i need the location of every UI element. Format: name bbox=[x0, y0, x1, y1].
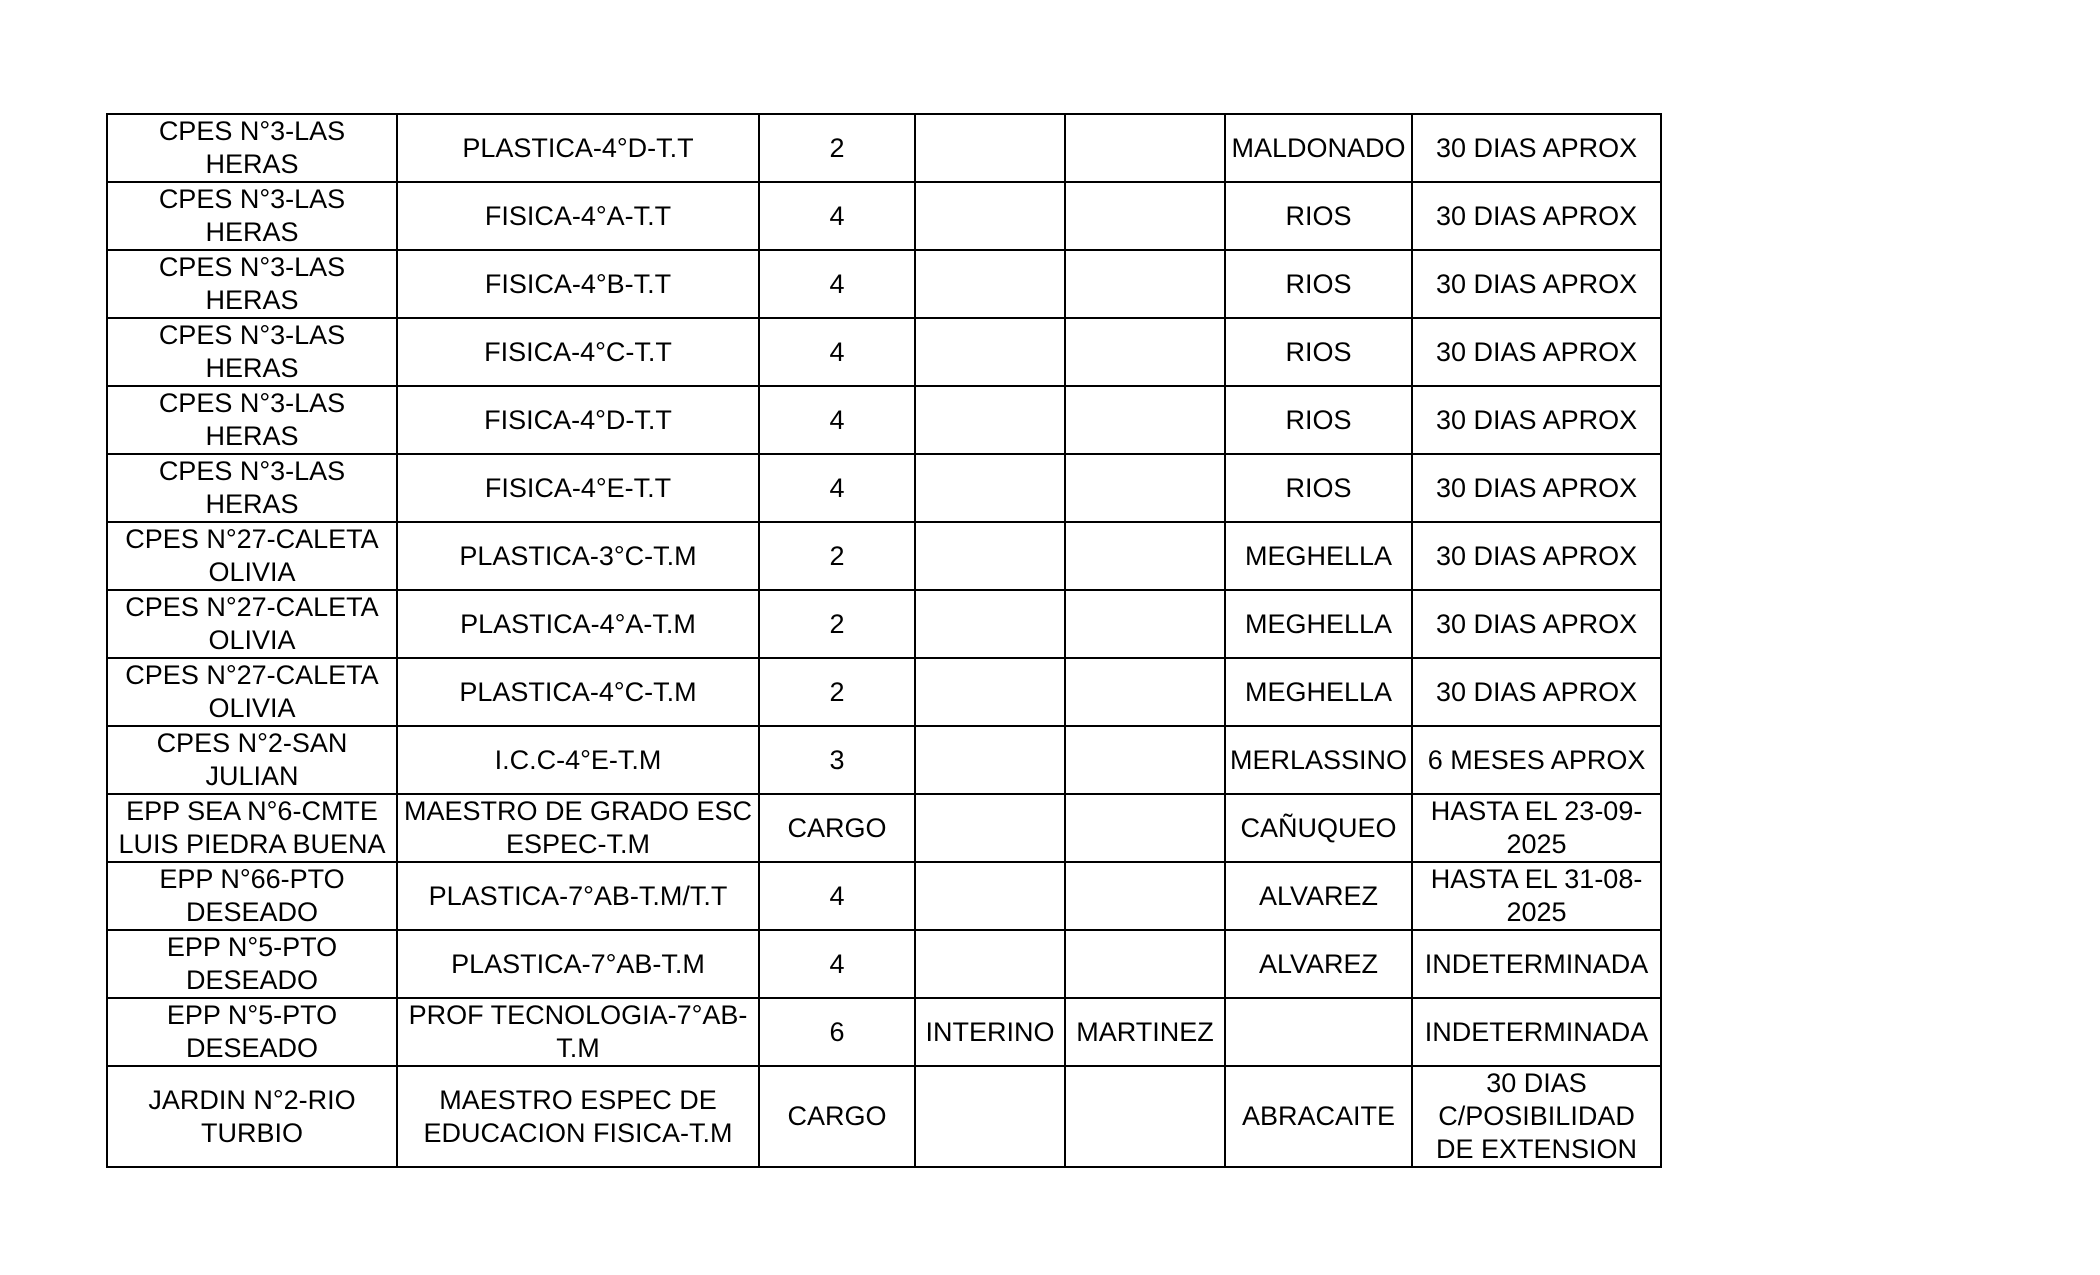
subject-cell: PLASTICA-4°D-T.T bbox=[397, 114, 759, 182]
subject-cell: I.C.C-4°E-T.M bbox=[397, 726, 759, 794]
holder-cell: MARTINEZ bbox=[1065, 998, 1225, 1066]
duration-cell: INDETERMINADA bbox=[1412, 930, 1661, 998]
status-cell bbox=[915, 386, 1065, 454]
hours-cell: CARGO bbox=[759, 1066, 915, 1167]
table-row bbox=[107, 658, 1661, 726]
vacancies-table-body bbox=[107, 114, 1661, 1167]
table-row bbox=[107, 522, 1661, 590]
table-row bbox=[107, 1066, 1661, 1167]
status-cell bbox=[915, 862, 1065, 930]
table-row bbox=[107, 114, 1661, 182]
duration-cell: 30 DIAS APROX bbox=[1412, 454, 1661, 522]
replaced-teacher-cell: ALVAREZ bbox=[1225, 862, 1412, 930]
subject-cell: PROF TECNOLOGIA-7°AB-T.M bbox=[397, 998, 759, 1066]
replaced-teacher-cell: MERLASSINO bbox=[1225, 726, 1412, 794]
status-cell bbox=[915, 658, 1065, 726]
status-cell bbox=[915, 250, 1065, 318]
holder-cell bbox=[1065, 250, 1225, 318]
school-cell: EPP N°5-PTO DESEADO bbox=[107, 998, 397, 1066]
holder-cell bbox=[1065, 114, 1225, 182]
holder-cell bbox=[1065, 454, 1225, 522]
school-cell: EPP SEA N°6-CMTE LUIS PIEDRA BUENA bbox=[107, 794, 397, 862]
school-cell: CPES N°3-LAS HERAS bbox=[107, 318, 397, 386]
school-cell: CPES N°3-LAS HERAS bbox=[107, 250, 397, 318]
hours-cell: 6 bbox=[759, 998, 915, 1066]
hours-cell: 3 bbox=[759, 726, 915, 794]
replaced-teacher-cell bbox=[1225, 998, 1412, 1066]
replaced-teacher-cell: MEGHELLA bbox=[1225, 590, 1412, 658]
school-cell: CPES N°3-LAS HERAS bbox=[107, 114, 397, 182]
status-cell bbox=[915, 318, 1065, 386]
hours-cell: 4 bbox=[759, 250, 915, 318]
holder-cell bbox=[1065, 386, 1225, 454]
replaced-teacher-cell: RIOS bbox=[1225, 250, 1412, 318]
holder-cell bbox=[1065, 1066, 1225, 1167]
status-cell bbox=[915, 114, 1065, 182]
hours-cell: CARGO bbox=[759, 794, 915, 862]
table-row bbox=[107, 862, 1661, 930]
status-cell bbox=[915, 726, 1065, 794]
hours-cell: 4 bbox=[759, 862, 915, 930]
duration-cell: 30 DIAS APROX bbox=[1412, 658, 1661, 726]
subject-cell: PLASTICA-7°AB-T.M/T.T bbox=[397, 862, 759, 930]
table-row bbox=[107, 182, 1661, 250]
hours-cell: 4 bbox=[759, 318, 915, 386]
table-row bbox=[107, 726, 1661, 794]
school-cell: CPES N°3-LAS HERAS bbox=[107, 454, 397, 522]
subject-cell: FISICA-4°E-T.T bbox=[397, 454, 759, 522]
status-cell bbox=[915, 454, 1065, 522]
status-cell bbox=[915, 930, 1065, 998]
table-row bbox=[107, 250, 1661, 318]
status-cell bbox=[915, 794, 1065, 862]
holder-cell bbox=[1065, 930, 1225, 998]
table-row bbox=[107, 386, 1661, 454]
school-cell: EPP N°66-PTO DESEADO bbox=[107, 862, 397, 930]
subject-cell: PLASTICA-4°C-T.M bbox=[397, 658, 759, 726]
status-cell: INTERINO bbox=[915, 998, 1065, 1066]
school-cell: CPES N°27-CALETA OLIVIA bbox=[107, 658, 397, 726]
duration-cell: 30 DIAS APROX bbox=[1412, 590, 1661, 658]
duration-cell: 30 DIAS APROX bbox=[1412, 182, 1661, 250]
replaced-teacher-cell: RIOS bbox=[1225, 454, 1412, 522]
table-row bbox=[107, 454, 1661, 522]
duration-cell: 30 DIAS APROX bbox=[1412, 522, 1661, 590]
table-row bbox=[107, 318, 1661, 386]
table-row bbox=[107, 794, 1661, 862]
status-cell bbox=[915, 1066, 1065, 1167]
holder-cell bbox=[1065, 658, 1225, 726]
school-cell: CPES N°27-CALETA OLIVIA bbox=[107, 522, 397, 590]
duration-cell: 30 DIAS APROX bbox=[1412, 114, 1661, 182]
duration-cell: HASTA EL 31-08-2025 bbox=[1412, 862, 1661, 930]
table-row bbox=[107, 998, 1661, 1066]
duration-cell: 30 DIAS APROX bbox=[1412, 318, 1661, 386]
status-cell bbox=[915, 590, 1065, 658]
hours-cell: 2 bbox=[759, 522, 915, 590]
subject-cell: FISICA-4°D-T.T bbox=[397, 386, 759, 454]
subject-cell: PLASTICA-3°C-T.M bbox=[397, 522, 759, 590]
school-cell: CPES N°3-LAS HERAS bbox=[107, 386, 397, 454]
duration-cell: 30 DIAS APROX bbox=[1412, 386, 1661, 454]
status-cell bbox=[915, 182, 1065, 250]
subject-cell: PLASTICA-4°A-T.M bbox=[397, 590, 759, 658]
duration-cell: 30 DIAS APROX bbox=[1412, 250, 1661, 318]
hours-cell: 2 bbox=[759, 114, 915, 182]
school-cell: CPES N°2-SAN JULIAN bbox=[107, 726, 397, 794]
duration-cell: INDETERMINADA bbox=[1412, 998, 1661, 1066]
replaced-teacher-cell: RIOS bbox=[1225, 182, 1412, 250]
subject-cell: FISICA-4°A-T.T bbox=[397, 182, 759, 250]
replaced-teacher-cell: ALVAREZ bbox=[1225, 930, 1412, 998]
school-cell: CPES N°27-CALETA OLIVIA bbox=[107, 590, 397, 658]
duration-cell: HASTA EL 23-09-2025 bbox=[1412, 794, 1661, 862]
school-cell: JARDIN N°2-RIO TURBIO bbox=[107, 1066, 397, 1167]
vacancies-table bbox=[106, 113, 1662, 1168]
subject-cell: FISICA-4°B-T.T bbox=[397, 250, 759, 318]
duration-cell: 30 DIAS C/POSIBILIDAD DE EXTENSION bbox=[1412, 1066, 1661, 1167]
replaced-teacher-cell: RIOS bbox=[1225, 386, 1412, 454]
hours-cell: 2 bbox=[759, 658, 915, 726]
replaced-teacher-cell: MEGHELLA bbox=[1225, 658, 1412, 726]
replaced-teacher-cell: ABRACAITE bbox=[1225, 1066, 1412, 1167]
duration-cell: 6 MESES APROX bbox=[1412, 726, 1661, 794]
replaced-teacher-cell: MEGHELLA bbox=[1225, 522, 1412, 590]
hours-cell: 4 bbox=[759, 182, 915, 250]
subject-cell: PLASTICA-7°AB-T.M bbox=[397, 930, 759, 998]
hours-cell: 2 bbox=[759, 590, 915, 658]
hours-cell: 4 bbox=[759, 930, 915, 998]
holder-cell bbox=[1065, 726, 1225, 794]
school-cell: CPES N°3-LAS HERAS bbox=[107, 182, 397, 250]
holder-cell bbox=[1065, 590, 1225, 658]
holder-cell bbox=[1065, 862, 1225, 930]
replaced-teacher-cell: CAÑUQUEO bbox=[1225, 794, 1412, 862]
replaced-teacher-cell: RIOS bbox=[1225, 318, 1412, 386]
holder-cell bbox=[1065, 794, 1225, 862]
subject-cell: MAESTRO ESPEC DE EDUCACION FISICA-T.M bbox=[397, 1066, 759, 1167]
status-cell bbox=[915, 522, 1065, 590]
hours-cell: 4 bbox=[759, 386, 915, 454]
school-cell: EPP N°5-PTO DESEADO bbox=[107, 930, 397, 998]
subject-cell: MAESTRO DE GRADO ESC ESPEC-T.M bbox=[397, 794, 759, 862]
subject-cell: FISICA-4°C-T.T bbox=[397, 318, 759, 386]
replaced-teacher-cell: MALDONADO bbox=[1225, 114, 1412, 182]
holder-cell bbox=[1065, 522, 1225, 590]
table-row bbox=[107, 590, 1661, 658]
table-row bbox=[107, 930, 1661, 998]
holder-cell bbox=[1065, 182, 1225, 250]
hours-cell: 4 bbox=[759, 454, 915, 522]
holder-cell bbox=[1065, 318, 1225, 386]
